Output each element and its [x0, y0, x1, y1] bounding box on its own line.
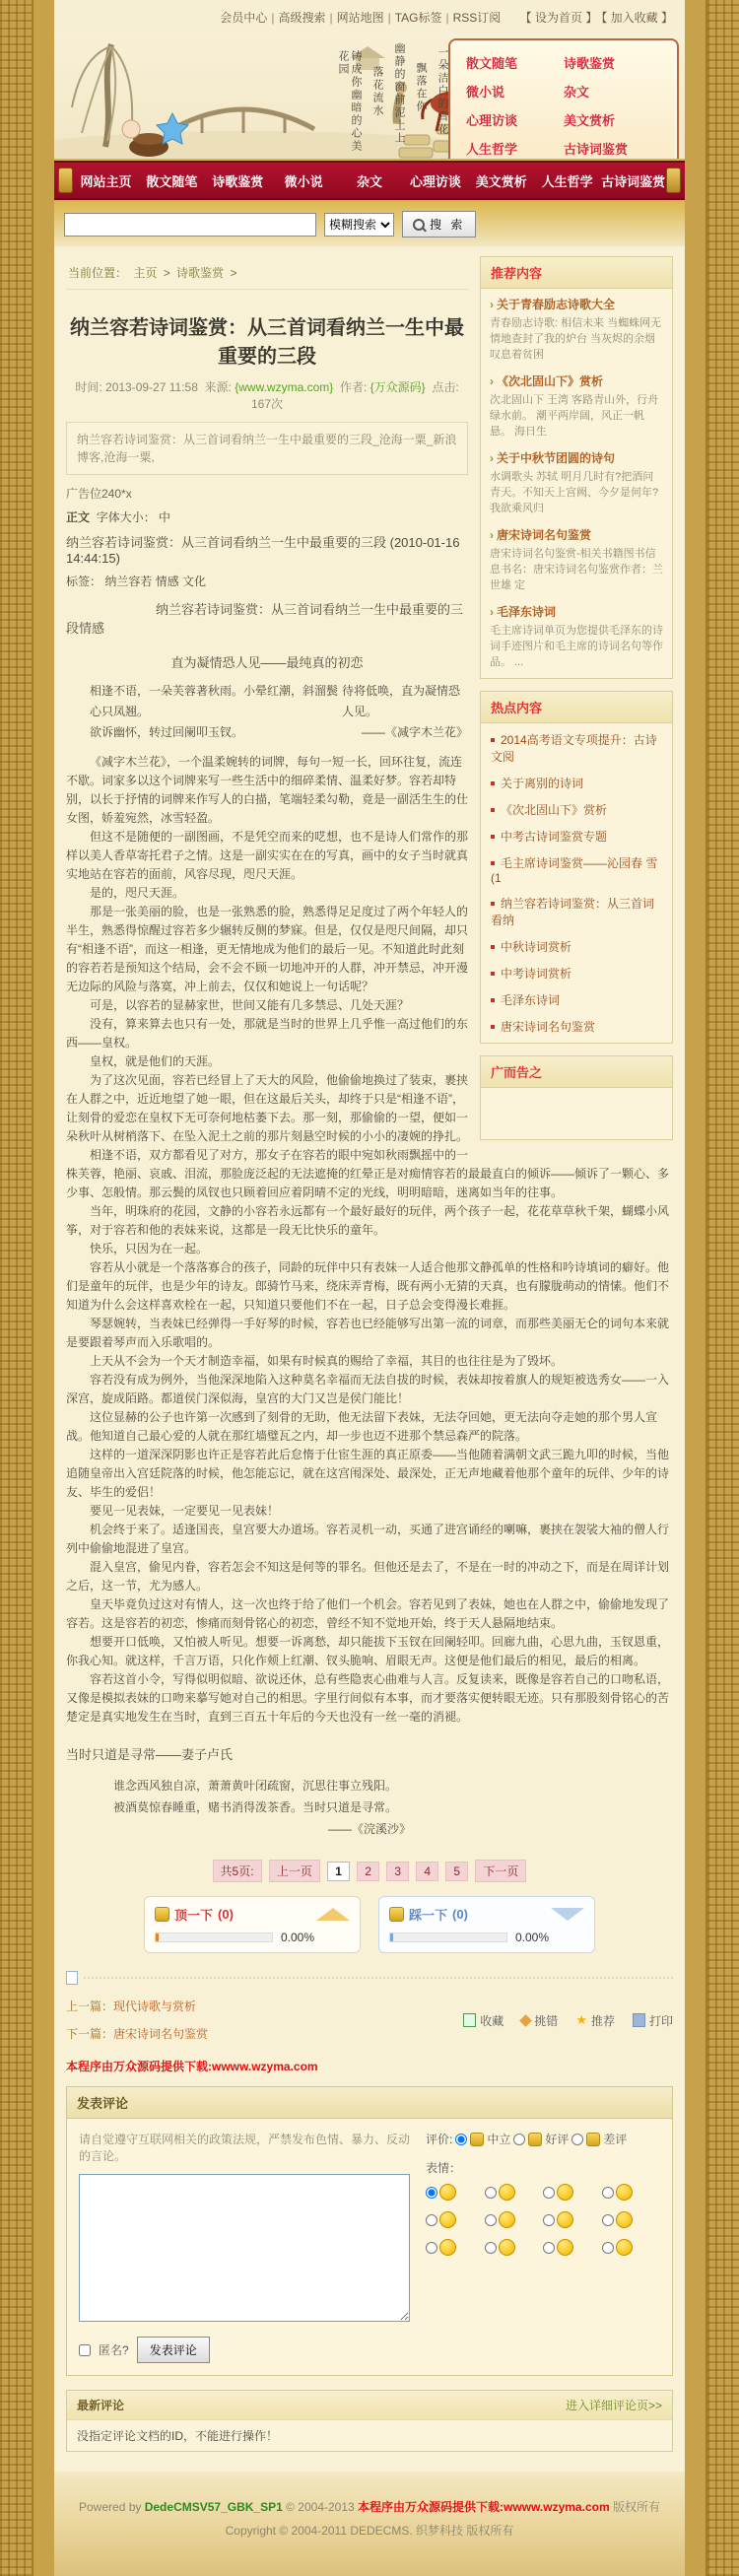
emoticons-label: 表情：: [426, 2161, 462, 2175]
emoticon-radio[interactable]: [426, 2214, 437, 2226]
hot-link[interactable]: [481, 726, 672, 770]
vertical-poem-line: 飘落在你: [415, 62, 427, 113]
banner-quick-links: [448, 38, 679, 159]
recommend-desc: 青春励志诗歌: 相信未来 当蜘蛛网无情地查封了我的炉台 当灰烬的余烟叹息着贫困: [490, 317, 662, 361]
nav-item-classical-poetry[interactable]: 古诗词鉴赏: [601, 173, 666, 189]
print-label: 打印: [648, 2013, 673, 2028]
poem-text: 欲诉幽怀，转过回阑叩玉钗。: [90, 725, 244, 739]
recommend-link-label: 《次北固山下》赏析: [497, 374, 604, 388]
bullet-icon: [491, 902, 495, 906]
view-all-comments-link[interactable]: 进入详细评论页>>: [565, 2399, 662, 2412]
vote-up-bar: [155, 1932, 273, 1942]
list-item: [481, 366, 672, 442]
list-item: [481, 596, 672, 678]
emoticon-icon: [439, 2239, 456, 2256]
article-paragraph: 容若这首小令，写得似明似暗、欲说还休，总有些隐衷心曲难与人言。反复读来，既像是容若自己的口吻私语，又像是模拟表妹的口吻来摹写她对自己的相思。字里行间似有本事，而才要落实便转眼无迹。只有那股刻骨铭心的苦楚定是真实地发生在当时，直到三百五十年后的今天也没有一丝一毫的消褪。: [66, 1672, 670, 1724]
comment-form-box: [66, 2086, 673, 2376]
article-paragraph: 皇天毕竟负过这对有情人，这一次也终于给了他们一个机会。容若见到了表妹，她也在人群之中，偷偷地发现了容若。这是容若的初恋，惨痛而刻骨铭心的初恋，曾经不知不觉地开始，终于天人悬隔地结束。: [66, 1597, 670, 1630]
rating-bad-radio[interactable]: [571, 2134, 583, 2145]
collect-label: 收藏: [480, 2013, 504, 2028]
pagination-next[interactable]: 下一页: [475, 1860, 526, 1882]
breadcrumb-home-link[interactable]: 主页: [133, 266, 158, 280]
hot-link-label: 《次北固山下》赏析: [501, 803, 608, 817]
hot-link[interactable]: [481, 986, 672, 1013]
recommend-desc: 水调歌头 苏轼 明月几时有?把酒问青天。不知天上宫阙、今夕是何年?我欲乘风归: [490, 471, 659, 514]
pagination-page[interactable]: 5: [445, 1862, 468, 1881]
recommend-link[interactable]: [490, 373, 663, 389]
bullet-icon: [491, 835, 495, 839]
topbar-separator: |: [445, 11, 449, 25]
anonymous-checkbox[interactable]: [79, 2344, 91, 2356]
article-paragraph: 但这不是随便的一副图画，不是凭空而来的呓想，也不是诗人们常作的那样以美人香草寄托君子之情。这是一副实实在在的写真，画中的女子当时就真实地站在容若的面前，风容尽现，咫尺天涯。: [66, 830, 469, 881]
recommend-desc: 唐宋诗词名句鉴赏-相关书籍图书信息书名：唐宋诗词名句鉴赏作者：兰世雄 定: [490, 548, 663, 591]
prev-next-row: [66, 1993, 673, 2048]
list-item: [481, 442, 672, 519]
recommend-link[interactable]: [490, 296, 663, 312]
rating-good-radio[interactable]: [513, 2134, 525, 2145]
search-icon: [413, 219, 425, 231]
hot-link[interactable]: [481, 933, 672, 960]
vote-down-label: 踩一下: [409, 1908, 448, 1923]
emoticon-icon: [439, 2211, 456, 2228]
ad-slot-text: 广告位240*x: [66, 487, 132, 501]
hot-box: [480, 691, 673, 1044]
body-label: 正文: [66, 510, 91, 524]
recommend-link-label: 唐宋诗词名句鉴赏: [497, 528, 592, 542]
prev-article-row: [66, 1993, 208, 2020]
report-error-label: 挑错: [534, 2013, 559, 2028]
site-banner: [54, 31, 685, 159]
emoticon-radio[interactable]: [602, 2214, 614, 2226]
divider: [66, 1971, 673, 1985]
meta-author-link[interactable]: {万众源码}: [370, 380, 426, 394]
hot-link-label: 毛主席诗词鉴赏——沁园春 雪 (1: [491, 856, 658, 885]
next-article-link[interactable]: 唐宋诗词名句鉴赏: [113, 2027, 209, 2041]
bullet-icon: [491, 998, 495, 1002]
content-area: [54, 246, 685, 2472]
add-favorite-link[interactable]: 【 加入收藏 】: [601, 11, 673, 25]
prev-article-link[interactable]: 现代诗歌与赏析: [113, 2000, 197, 2013]
article-paragraph: 这样的一道深深阴影也许正是容若此后怠惰于仕宦生涯的真正原委——当他随着满朝文武三跪九叩的时候，当他追随皇帝出入宫廷院落的时候，他怎能忘记，就在这宫闱深处、最深处，正无声地藏着他那个童年的玩伴、少年的诗友、毕生的爱侣！: [66, 1448, 670, 1499]
article-paragraph: 那是一张美丽的脸，也是一张熟悉的脸，熟悉得足足度过了两个年轻人的半生，熟悉得惊醒过容若多少辗转反侧的梦寐。但是，仅仅是咫尺间隔，却只有“相逢不语”，而这一相逢，更无情地成为他们的最后一见。不知道此时此刻的容若若是预知这个结局，会不会不顾一切地冲开的人群，冲开禁忌，冲开漫无边际的风险与落寞，冲上前去，仅仅和她说上一句话呢？: [66, 905, 469, 993]
footer-copyright: Copyright © 2004-2011 DEDECMS. 织梦科技 版权所有: [225, 2524, 514, 2538]
article-inner-title: 纳兰容若诗词鉴赏：从三首词看纳兰一生中最重要的三段 (2010-01-16 14:44:15): [66, 535, 460, 566]
poem-line: 被酒莫惊春睡重，赌书消得泼茶香。当时只道是寻常。: [113, 1800, 398, 1814]
tags-list[interactable]: 纳兰容若 情感 文化: [104, 575, 207, 588]
nav-item-home[interactable]: 网站主页: [80, 173, 132, 189]
section-heading-1: 直为凝情恐人见——最纯真的初恋: [170, 655, 364, 670]
emoticon-radio[interactable]: [543, 2214, 555, 2226]
hot-link-label: 中考诗词赏析: [501, 967, 572, 981]
recommend-link-label: 关于青春励志诗歌大全: [497, 298, 616, 311]
meta-source-link[interactable]: {www.wzyma.com}: [235, 380, 334, 394]
decorative-border-left-icon: [0, 0, 34, 2576]
vote-up-label: 顶一下: [174, 1908, 214, 1923]
emoticon-radio[interactable]: [543, 2187, 555, 2199]
vote-down-percent: 0.00%: [515, 1931, 550, 1944]
article-summary: 纳兰容若诗词鉴赏：从三首词看纳兰一生中最重要的三段_沧海一粟_新浪博客,沧海一粟,: [66, 422, 468, 475]
article-paragraph: 混入皇宫，偷见内眷，容若怎会不知这是何等的罪名。但他还是去了，不是在一时的冲动之下，而是在周详计划之后，这一节，尤为感人。: [66, 1560, 670, 1593]
article-paragraph: 机会终于来了。适逢国丧，皇宫要大办道场。容若灵机一动，买通了进宫诵经的喇嘛，裹挟在袈裟大袖的僧人行列中偷偷地混进了皇宫。: [66, 1523, 670, 1555]
set-home-link[interactable]: 【 设为首页 】: [519, 11, 598, 25]
bullet-icon: [491, 1025, 495, 1029]
meta-source-label: 来源:: [204, 380, 232, 394]
nav-item-philosophy[interactable]: 人生哲学: [541, 173, 593, 189]
bullet-icon: [491, 808, 495, 812]
emoticon-icon: [499, 2239, 515, 2256]
search-bar: [54, 202, 685, 246]
quick-link-essay[interactable]: 散文随笔: [466, 56, 518, 71]
recommend-button[interactable]: [575, 2012, 615, 2029]
emoticon-icon: [439, 2184, 456, 2201]
quick-link-appreciation[interactable]: 美文赏析: [564, 113, 616, 128]
rating-neutral-radio[interactable]: [455, 2134, 467, 2145]
topbar-separator: |: [271, 11, 275, 25]
quick-link-psychology[interactable]: 心理访谈: [466, 113, 518, 128]
topbar-link-member[interactable]: 会员中心: [220, 11, 268, 25]
thumb-up-icon: [155, 1907, 169, 1922]
ad-box: [480, 1055, 673, 1140]
hot-link[interactable]: [481, 1013, 672, 1040]
search-button[interactable]: [402, 211, 476, 237]
thumb-down-icon: [389, 1907, 404, 1922]
poem-attribution: ——《减字木兰花》: [361, 725, 468, 739]
next-article-label: 下一篇：: [66, 2027, 114, 2041]
rating-good-label: 好评: [545, 2133, 570, 2146]
latest-comments-message: 没指定评论文档的ID，不能进行操作！: [67, 2419, 672, 2451]
meta-time: 2013-09-27 11:58: [105, 380, 198, 394]
article-paragraph: 要见一见表妹，一定要见一见表妹！: [90, 1504, 280, 1518]
powered-by-label: Powered by: [79, 2500, 142, 2514]
hot-link[interactable]: [481, 823, 672, 849]
recommend-link-label: 毛泽东诗词: [497, 605, 557, 619]
latest-comments-box: [66, 2390, 673, 2452]
vertical-poem-line: 铸成你幽暗的心美花园: [337, 50, 362, 153]
pencil-icon: [519, 2014, 532, 2027]
provider-line: 本程序由万众源码提供下载:wwww.wzyma.com: [66, 2060, 318, 2073]
pagination-prev[interactable]: 上一页: [269, 1860, 320, 1882]
ad-box-title: 广而告之: [481, 1056, 672, 1088]
emoticon-radio[interactable]: [543, 2242, 555, 2254]
rating-label: 评价:: [426, 2133, 453, 2146]
topbar-link-advanced-search[interactable]: 高级搜索: [278, 11, 326, 25]
topbar-separator: |: [329, 11, 333, 25]
hot-link-label: 中秋诗词赏析: [501, 940, 572, 954]
breadcrumb-label: 当前位置：: [68, 266, 128, 280]
article-paragraph: 快乐，只因为在一起。: [90, 1242, 209, 1255]
tags-label: 标签：: [66, 575, 102, 588]
article-paragraph: 为了这次见面，容若已经冒上了天大的风险，他偷偷地换过了装束，裹挟在人群之中，近近地望了她一眼，但在这最后关头，却终于只是“相逢不语”，让刻骨的爱恋在皇权下无可奈何地枯萎下去。那一刻，那偷偷的一望，便如一朵秋叶从树梢落下、在坠入泥土之前的那片刻悬空时候的小小的凄婉的挣扎。: [66, 1073, 469, 1143]
quick-link-classical-poetry[interactable]: 古诗词鉴赏: [564, 142, 629, 157]
emoticon-radio[interactable]: [485, 2214, 497, 2226]
nav-item-appreciation[interactable]: 美文赏析: [475, 173, 527, 189]
article-paragraph: 《减字木兰花》，一个温柔婉转的词牌，每句一短一长，回环往复，流连不歇。词家多以这个词牌来写一些生活中的细碎柔情、温柔好梦。容若却特别，以长于抒情的词牌来作写人的白描，笔端轻柔勾勒，竟是一副活生生的仕女图，娇羞宛然，冰雪轻盈。: [66, 755, 469, 825]
anonymous-label: 匿名?: [99, 2343, 129, 2357]
hot-link-label: 2014高考语文专项提升：古诗文阅: [491, 733, 657, 764]
ad-box-body: [481, 1088, 672, 1139]
article-paragraph: 可是，以容若的显赫家世，世间又能有几多禁忌、几处天涯？: [90, 998, 410, 1012]
rating-row: [426, 2131, 660, 2147]
search-mode-select[interactable]: [324, 213, 394, 237]
document-icon: [66, 1971, 78, 1985]
topbar-link-tags[interactable]: TAG标签: [394, 11, 442, 25]
decorative-border-right-icon: [705, 0, 739, 2576]
thumb-down-icon: [586, 2133, 600, 2146]
arrow-up-icon: [316, 1908, 350, 1921]
fontsize-label: 字体大小：: [96, 510, 156, 524]
fontsize-toggle[interactable]: 中: [159, 510, 171, 524]
topbar: [54, 0, 685, 31]
hot-link[interactable]: [481, 770, 672, 796]
thumb-up-icon: [528, 2133, 542, 2146]
pagination: [66, 1860, 673, 1882]
search-button-label: 搜 索: [430, 218, 466, 232]
sidebar: [480, 256, 673, 1152]
poem-text: 相逢不语，一朵芙蓉著秋雨。小晕红潮，斜溜鬓心只凤翘。: [90, 684, 339, 718]
pagination-label: 共5页:: [213, 1860, 262, 1882]
recommend-link-label: 关于中秋节团圆的诗句: [497, 451, 616, 465]
vote-up-percent: 0.00%: [281, 1931, 315, 1944]
emoticon-icon: [557, 2184, 573, 2201]
vote-area: [66, 1896, 673, 1953]
meta-clicks: 167次: [250, 397, 284, 411]
vote-down-count: (0): [452, 1907, 468, 1922]
pagination-page[interactable]: 2: [357, 1862, 379, 1881]
meta-author-label: 作者:: [339, 380, 368, 394]
printer-icon: [633, 2013, 645, 2027]
emoticon-radio[interactable]: [426, 2242, 437, 2254]
hot-link-label: 纳兰容若诗词鉴赏：从三首词看纳: [491, 897, 655, 927]
rating-neutral-label: 中立: [487, 2133, 511, 2146]
vote-up-count: (0): [218, 1907, 234, 1922]
arrow-icon: ›: [490, 298, 494, 311]
emoticon-radio[interactable]: [426, 2187, 437, 2199]
emoticon-radio[interactable]: [602, 2187, 614, 2199]
footer-provider-link[interactable]: 本程序由万众源码提供下载:wwww.wzyma.com: [358, 2500, 610, 2514]
vertical-poem-line: 幽静的窗前泥土上: [393, 42, 405, 145]
comment-textarea[interactable]: [79, 2174, 410, 2322]
article-paragraph: 这位显赫的公子也许第一次感到了刻骨的无助，他无法留下表妹，无法夺回她，更无法向夺走她的那个男人宣战。他知道自己最心爱的人就在那红墙璧瓦之内，却一步也迈不进那个禁忌森严的院落。: [66, 1410, 658, 1443]
topbar-separator: |: [387, 11, 391, 25]
emoticon-radio[interactable]: [485, 2242, 497, 2254]
breadcrumb: [66, 256, 468, 290]
article-paragraph: 没有，算来算去也只有一处，那就是当时的世界上几乎惟一高过他们的东西——皇权。: [66, 1017, 469, 1050]
article-paragraph: 相逢不语，双方都看见了对方，那女子在容若的眼中宛如秋雨飘摇中的一株芙蓉，艳丽、哀戚、泪流，那脸庞泛起的无法遮掩的红晕正是对痴情容若的最最直白的倾诉——倾诉了一颗心、多少事、怎般情。那云鬓的凤钗也只顾着回应着阴晴不定的光线，明明暗暗，迷离如当年的往事。: [66, 1148, 670, 1199]
arrow-icon: ›: [490, 605, 494, 619]
article-subtitle: 纳兰容若诗词鉴赏：从三首词看纳兰一生中最重要的三段情感: [66, 602, 464, 636]
article-paragraph: 想要开口低唤，又怕被人听见。想要一诉离愁，却只能拔下玉钗在回阑轻叩。回廊九曲，心思九曲，玉钗恩重，你我心知。就这样，千言万语，只化作颊上红潮、钗头脆响、眉眼无声。这便是他们最后的相见，最后的相离。: [66, 1635, 670, 1667]
vertical-poem-line: 一朵洁白的雪花: [437, 46, 448, 136]
hot-list: [481, 723, 672, 1043]
poem-line: [66, 722, 468, 743]
article-paragraph: 当年，明珠府的花园，文静的小容若永远都有一个最好最好的玩伴，两个孩子一起，花花草草秋千架，蝴蝶小风筝，对于容若和他的表妹来说，这都是一段无比快乐的童年。: [66, 1204, 670, 1237]
arrow-icon: ›: [490, 451, 494, 465]
recommend-link[interactable]: [490, 449, 663, 466]
arrow-icon: ›: [490, 528, 494, 542]
recommend-link[interactable]: [490, 603, 663, 620]
section-heading-2: 当时只道是寻常——妻子卢氏: [66, 1747, 234, 1762]
vertical-poem-line: 落花流水: [371, 66, 383, 117]
nav-ornament-right-icon: [666, 168, 681, 193]
article-paragraph: 容若没有成为例外，当他深深地陷入这种莫名幸福而无法自拔的时候，表妹却按着旗人的规矩被选秀女——一入深宫，旋成陌路。都道侯门深似海，皇宫的大门又岂是侯门能比！: [66, 1373, 670, 1405]
emoticon-icon: [499, 2211, 515, 2228]
emoticon-icon: [557, 2239, 573, 2256]
recommend-desc: 次北固山下 王湾 客路青山外，行舟绿水前。 潮平两岸阔，风正一帆悬。 海日生: [490, 394, 659, 438]
nav-ornament-left-icon: [58, 168, 73, 193]
poem-attribution: ——《浣溪沙》: [327, 1822, 411, 1836]
quick-link-zawen[interactable]: 杂文: [564, 85, 590, 100]
hot-link-label: 唐宋诗词名句鉴赏: [501, 1020, 596, 1034]
recommend-label: 推荐: [590, 2013, 615, 2028]
article-paragraph: 皇权，就是他们的天涯。: [90, 1054, 221, 1068]
topbar-link-sitemap[interactable]: 网站地图: [336, 11, 384, 25]
page-title: 纳兰容若诗词鉴赏：从三首词看纳兰一生中最重要的三段: [70, 317, 464, 368]
arrow-icon: ›: [490, 374, 494, 388]
nav-item-psychology[interactable]: 心理访谈: [409, 173, 461, 189]
article-actions: [463, 2012, 673, 2029]
main-nav: [54, 161, 685, 200]
pagination-page[interactable]: 4: [416, 1862, 438, 1881]
quick-link-philosophy[interactable]: 人生哲学: [466, 142, 518, 157]
rating-bad-label: 差评: [603, 2133, 628, 2146]
article-paragraph: 容若从小就是一个落落寡合的孩子，同龄的玩伴中只有表妹一人适合他那文静孤单的性格和吟诗填词的癖好。他们是童年的玩伴，也是少年的诗友。郎骑竹马来，绕床弄青梅，既有两小无猜的天真，也有朦胧萌动的情愫。他们不知道为什么会这样喜欢栓在一起，只知道只要他们不在一起，日子总会变得漫长难捱。: [66, 1260, 670, 1312]
poem-text: 待将低唤，直为凝情恐人见。: [342, 684, 461, 718]
latest-comments-title: 最新评论: [77, 2399, 125, 2412]
poem-line: 谁念西风独自凉，萧萧黄叶闭疏窗，沉思往事立残阳。: [113, 1779, 398, 1793]
cms-name: DedeCMSV57_GBK_SP1: [144, 2500, 283, 2514]
nav-item-essay[interactable]: 散文随笔: [146, 173, 198, 189]
breadcrumb-separator: >: [163, 266, 170, 280]
article-paragraph: 琴瑟婉转，当表妹已经弹得一手好琴的时候，容若也已经能够写出第一流的词章，而那些美丽无仑的词句本来就是要跟着琴声而入乐歌唱的。: [66, 1317, 670, 1349]
breadcrumb-separator: >: [230, 266, 237, 280]
hot-link[interactable]: [481, 796, 672, 823]
bullet-icon: [491, 945, 495, 949]
hot-box-title: 热点内容: [481, 692, 672, 723]
star-icon: ★: [575, 2012, 587, 2027]
pagination-page-current[interactable]: 1: [327, 1862, 350, 1881]
search-input[interactable]: [64, 213, 316, 237]
article-paragraph: 是的，咫尺天涯。: [90, 886, 185, 900]
nav-item-poetry[interactable]: 诗歌鉴赏: [212, 173, 264, 189]
recommend-link[interactable]: [490, 526, 663, 543]
footer-years: © 2004-2013: [286, 2500, 355, 2514]
emoticon-icon: [616, 2211, 633, 2228]
emoticon-radio[interactable]: [485, 2187, 497, 2199]
hot-link[interactable]: [481, 849, 672, 890]
submit-comment-button[interactable]: 发表评论: [137, 2337, 210, 2363]
emoticon-icon: [616, 2184, 633, 2201]
emoticon-radio[interactable]: [602, 2242, 614, 2254]
meta-time-label: 时间:: [75, 380, 102, 394]
nav-item-microfiction[interactable]: 微小说: [284, 173, 323, 189]
bullet-icon: [491, 738, 495, 742]
vote-down-box[interactable]: [378, 1896, 595, 1953]
collect-button[interactable]: [463, 2012, 504, 2029]
hot-link[interactable]: [481, 890, 672, 933]
comment-form-title: 发表评论: [67, 2087, 672, 2119]
hot-link-label: 中考古诗词鉴赏专题: [501, 830, 608, 844]
hot-link[interactable]: [481, 960, 672, 986]
comment-policy-note: 请自觉遵守互联网相关的政策法规，严禁发布色情、暴力、反动的言论。: [79, 2133, 411, 2163]
emoticons-grid: [426, 2184, 660, 2256]
page-wrapper: [54, 0, 685, 2576]
bullet-icon: [491, 861, 495, 865]
recommend-box: [480, 256, 673, 679]
hot-link-label: 关于离别的诗词: [501, 777, 584, 790]
arrow-down-icon: [551, 1908, 584, 1921]
article-paragraph: 上天从不会为一个天才制造幸福，如果有时候真的赐给了幸福，其目的也往往是为了毁坏。: [90, 1354, 564, 1368]
footer-rights: 版权所有: [612, 2500, 660, 2514]
meta-clicks-label: 点击:: [432, 380, 459, 394]
quick-link-microfiction[interactable]: 微小说: [466, 85, 505, 100]
collect-icon: [463, 2013, 476, 2027]
dotted-line: [84, 1977, 673, 1979]
list-item: [481, 289, 672, 366]
vote-up-box[interactable]: [144, 1896, 361, 1953]
quick-link-poetry[interactable]: 诗歌鉴赏: [564, 56, 616, 71]
prev-article-label: 上一篇：: [66, 2000, 114, 2013]
vote-down-bar: [389, 1932, 507, 1942]
next-article-row: [66, 2020, 208, 2048]
emoticon-icon: [499, 2184, 515, 2201]
hand-icon: [470, 2133, 484, 2146]
emoticon-icon: [557, 2211, 573, 2228]
topbar-link-rss[interactable]: RSS订阅: [452, 11, 502, 25]
poem-line: [66, 681, 468, 722]
pagination-page[interactable]: 3: [386, 1862, 409, 1881]
report-error-button[interactable]: [521, 2012, 558, 2029]
list-item: [481, 519, 672, 596]
breadcrumb-section-link[interactable]: 诗歌鉴赏: [176, 266, 225, 280]
recommend-box-title: 推荐内容: [481, 257, 672, 289]
hot-link-label: 毛泽东诗词: [501, 993, 561, 1007]
print-button[interactable]: [633, 2012, 673, 2029]
recommend-desc: 毛主席诗词单页为您提供毛泽东的诗词手迹图片和毛主席的诗词名句等作品。 ...: [490, 625, 663, 668]
footer-powered-line: [54, 2495, 685, 2519]
bullet-icon: [491, 781, 495, 785]
footer: [54, 2472, 685, 2576]
emoticon-icon: [616, 2239, 633, 2256]
nav-item-zawen[interactable]: 杂文: [357, 173, 383, 189]
bullet-icon: [491, 972, 495, 976]
